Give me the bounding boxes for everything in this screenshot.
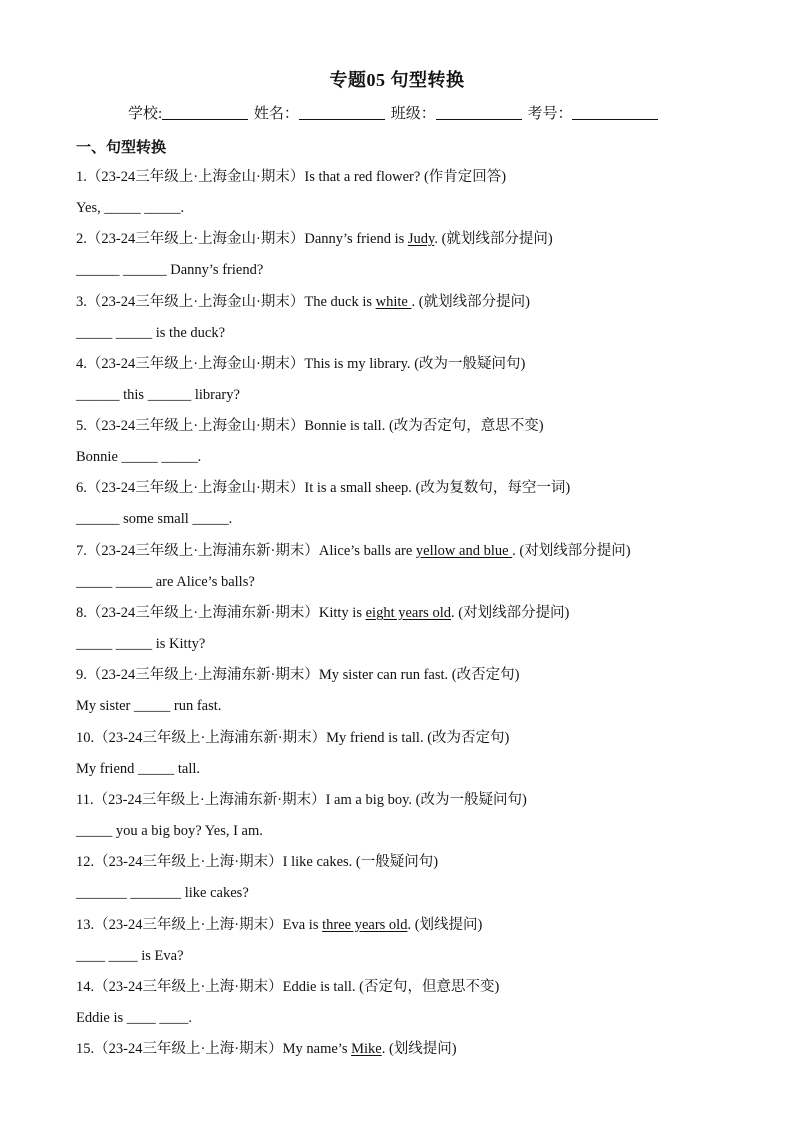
answer-line-2[interactable]: ______ ______ Danny’s friend?: [76, 262, 264, 279]
question-list: [76, 166, 716, 1069]
question-source: （23-24三年级上·上海浦东新·期末）: [86, 605, 319, 622]
question-source: （23-24三年级上·上海·期末）: [94, 916, 283, 933]
question-number: 9.: [76, 667, 87, 684]
question-text: Is that a red flower?: [304, 169, 424, 185]
underlined-phrase: yellow and blue: [415, 542, 513, 559]
question-13: [76, 914, 716, 945]
question-instruction: (对划线部分提问): [458, 605, 570, 622]
question-text: Kitty is: [318, 605, 366, 622]
question-instruction: (否定句，但意思不变): [359, 978, 500, 995]
question-text: My friend is tall.: [326, 729, 428, 746]
question-number: 4.: [76, 355, 87, 372]
underlined-phrase: Mike: [351, 1041, 382, 1058]
question-source: （23-24三年级上·上海金山·期末）: [86, 231, 305, 248]
class-label: 班级：: [390, 106, 436, 122]
question-text-end: .: [512, 542, 520, 559]
answer-line-12[interactable]: _______ _______ like cakes?: [76, 885, 249, 902]
underlined-phrase: eight years old: [365, 605, 451, 622]
question-text: Eva is: [282, 916, 323, 933]
question-source: （23-24三年级上·上海金山·期末）: [86, 293, 305, 310]
question-number: 7.: [76, 542, 87, 559]
question-number: 14.: [76, 978, 95, 995]
question-text: My name’s: [282, 1041, 352, 1058]
question-instruction: (就划线部分提问): [418, 293, 530, 310]
exam-number-label: 考号：: [527, 106, 573, 122]
answer-line-3[interactable]: _____ _____ is the duck?: [76, 324, 226, 341]
answer-line-14[interactable]: Eddie is ____ ____.: [76, 1009, 192, 1026]
answer-line-11[interactable]: _____ you a big boy? Yes, I am.: [76, 822, 263, 839]
question-text: Eddie is tall.: [282, 978, 360, 995]
student-info-line: [128, 102, 688, 123]
question-text-end: .: [407, 916, 415, 933]
question-15: [76, 1038, 716, 1069]
question-instruction: (划线提问): [414, 916, 483, 933]
question-text-end: .: [450, 605, 459, 622]
question-11: [76, 789, 716, 820]
question-source: （23-24三年级上·上海金山·期末）: [86, 418, 305, 435]
exam-number-blank[interactable]: [572, 105, 658, 120]
answer-line-6[interactable]: ______ some small _____.: [76, 511, 233, 528]
question-text: Bonnie is tall.: [304, 418, 389, 435]
question-4: [76, 353, 716, 384]
question-source: （23-24三年级上·上海金山·期末）: [86, 480, 305, 497]
question-text: Danny’s friend is: [304, 231, 408, 248]
question-number: 8.: [76, 605, 87, 622]
question-text-end: .: [434, 231, 442, 248]
question-text: I am a big boy.: [325, 791, 416, 808]
question-2: [76, 228, 716, 259]
question-12: [76, 851, 716, 882]
question-number: 1.: [76, 169, 87, 185]
answer-line-10[interactable]: My friend _____ tall.: [76, 760, 201, 777]
school-label: 学校:: [128, 106, 163, 122]
answer-line-1[interactable]: Yes, _____ _____.: [76, 200, 185, 216]
answer-line-8[interactable]: _____ _____ is Kitty?: [76, 636, 206, 653]
name-blank[interactable]: [299, 105, 385, 120]
question-3: [76, 291, 716, 322]
question-text-end: .: [381, 1041, 389, 1058]
answer-line-5[interactable]: Bonnie _____ _____.: [76, 449, 202, 466]
question-instruction: (改为一般疑问句): [415, 791, 527, 808]
question-number: 13.: [76, 916, 95, 933]
question-number: 2.: [76, 231, 87, 248]
question-6: [76, 477, 716, 508]
question-text-end: .: [411, 293, 419, 310]
question-number: 5.: [76, 418, 87, 435]
question-number: 3.: [76, 293, 87, 310]
question-instruction: (作肯定回答): [423, 169, 507, 185]
question-number: 11.: [76, 791, 94, 808]
question-source: （23-24三年级上·上海·期末）: [94, 978, 283, 995]
question-instruction: (改为否定句，意思不变): [388, 418, 544, 435]
question-text: I like cakes.: [282, 854, 356, 871]
page-title: 专题05 句型转换: [329, 70, 465, 90]
question-instruction: (一般疑问句): [355, 854, 439, 871]
school-blank[interactable]: [162, 105, 248, 120]
question-instruction: (划线提问): [388, 1041, 457, 1058]
question-instruction: (改为否定句): [427, 729, 510, 746]
answer-line-13[interactable]: ____ ____ is Eva?: [76, 947, 184, 964]
question-number: 6.: [76, 480, 87, 497]
question-number: 12.: [76, 854, 95, 871]
question-source: （23-24三年级上·上海·期末）: [94, 854, 283, 871]
question-text: My sister can run fast.: [318, 667, 452, 684]
question-text: The duck is: [304, 293, 376, 310]
question-text: This is my library.: [304, 355, 415, 372]
question-source: （23-24三年级上·上海·期末）: [94, 1041, 283, 1058]
question-1: [76, 166, 716, 197]
underlined-phrase: white: [375, 293, 412, 310]
answer-line-7[interactable]: _____ _____ are Alice’s balls?: [76, 573, 255, 590]
question-instruction: (改为一般疑问句): [414, 355, 526, 372]
question-10: [76, 727, 716, 758]
question-number: 15.: [76, 1041, 95, 1058]
question-source: （23-24三年级上·上海金山·期末）: [86, 355, 305, 372]
question-number: 10.: [76, 729, 95, 746]
question-8: [76, 602, 716, 633]
question-text: Alice’s balls are: [318, 542, 416, 559]
question-instruction: (对划线部分提问): [519, 542, 631, 559]
question-source: （23-24三年级上·上海浦东新·期末）: [94, 729, 327, 746]
question-instruction: (就划线部分提问): [441, 231, 553, 248]
name-label: 姓名：: [253, 106, 299, 122]
question-source: （23-24三年级上·上海金山·期末）: [86, 169, 305, 185]
question-instruction: (改否定句): [451, 667, 520, 684]
underlined-phrase: Judy: [407, 231, 435, 248]
answer-line-9[interactable]: My sister _____ run fast.: [76, 698, 222, 715]
section-heading: 一、句型转换: [76, 140, 167, 156]
question-instruction: (改为复数句，每空一词): [415, 480, 571, 497]
question-source: （23-24三年级上·上海浦东新·期末）: [93, 791, 326, 808]
question-9: [76, 664, 716, 695]
class-blank[interactable]: [436, 105, 522, 120]
question-5: [76, 415, 716, 446]
question-source: （23-24三年级上·上海浦东新·期末）: [86, 542, 319, 559]
question-text: It is a small sheep.: [304, 480, 416, 497]
answer-line-4[interactable]: ______ this ______ library?: [76, 386, 240, 403]
underlined-phrase: three years old: [322, 916, 408, 933]
question-source: （23-24三年级上·上海浦东新·期末）: [86, 667, 319, 684]
question-7: [76, 540, 716, 571]
question-14: [76, 976, 716, 1007]
